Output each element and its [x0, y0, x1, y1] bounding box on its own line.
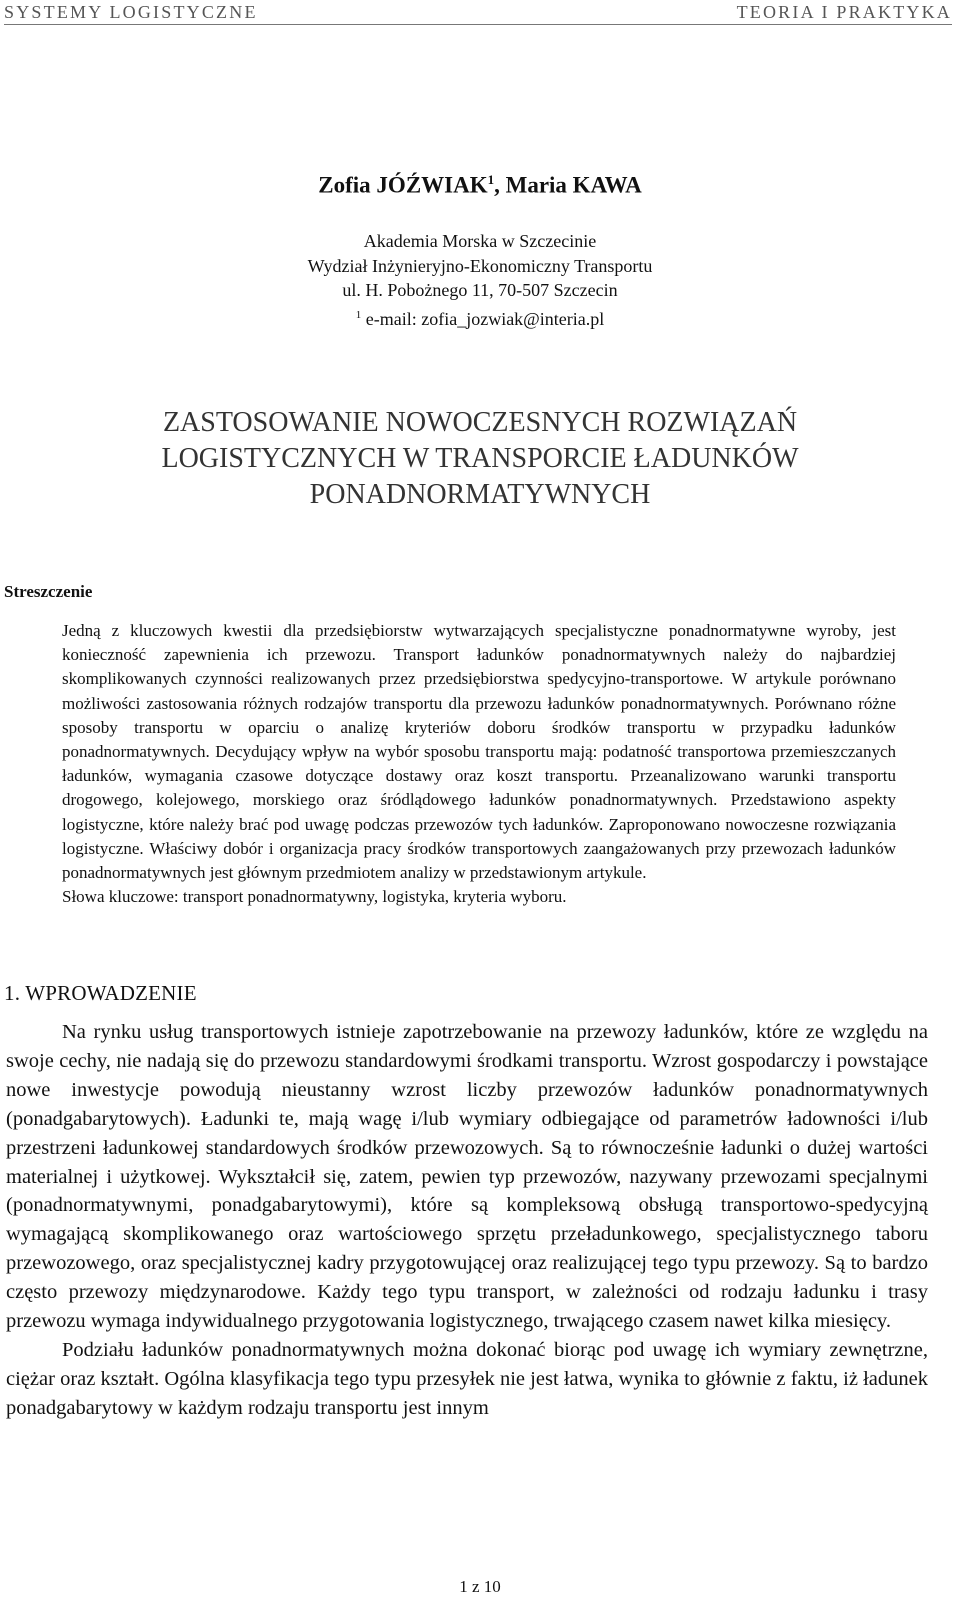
section-heading: 1. WPROWADZENIE [4, 981, 197, 1005]
title-line-1: ZASTOSOWANIE NOWOCZESNYCH ROZWIĄZAŃ [162, 407, 798, 438]
author-rest: , Maria KAWA [494, 172, 642, 198]
body-paragraph-1: Na rynku usług transportowych istnieje zapotrzebowanie na przewozy ładunków, które ze względu na swoje cechy, nie nadają się do przewozu standardowymi środkami transportu. Wzrost gospodarczy i powstające nowe inwestycje powodują nieustanny wzrost liczby przewozów ładunków ponadnormatywnych (ponadgabarytowych). Ładunki te, mają wagę i/lub wymiary odbiegające od parametrów ładowności i/lub przestrzeni ładunkowej standardowych środków przewozowych. Są to równocześnie ładunki o dużej wartości materialnej i użytkowej. Wykształcił się, zatem, pewien typ przewozów, nazywany przewozami specjalnymi (ponadnormatywnymi, ponadgabarytowymi), które są kompleksową obsługą transportowo-spedycyjną wymagającą skomplikowanego oraz wartościowego sprzętu przeładunkowego, specjalistycznego taboru przewozowego, oraz specjalistycznej kadry przygotowującej oraz realizującej tego typu przewozy. Są to bardzo często przewozy międzynarodowe. Każdy tego typu transport, w zależności od rodzaju ładunku i trasy przewozu wymaga indywidualnego przygotowania logistycznego, trwającego czasem nawet kilka miesięcy. [6, 1021, 928, 1333]
email-footnote-mark: 1 [355, 308, 362, 321]
title-line-3: PONADNORMATYWNYCH [309, 479, 651, 510]
section-body [6, 1018, 928, 1423]
author-list [0, 172, 960, 199]
abstract [62, 619, 896, 909]
journal-subtitle: TEORIA I PRAKTYKA [736, 2, 952, 22]
title-line-2: LOGISTYCZNYCH W TRANSPORCIE ŁADUNKÓW [161, 443, 799, 474]
page-number: 1 z 10 [459, 1577, 501, 1596]
affiliation-faculty: Wydział Inżynieryjno-Ekonomiczny Transportu [307, 255, 653, 276]
running-header [4, 2, 952, 25]
abstract-text: Jedną z kluczowych kwestii dla przedsiębiorstw wytwarzających specjalistyczne ponadnormatywne wyroby, jest konieczność zapewnienia ich przewozu. Transport ładunków ponadnormatywnych należy do najbardziej skomplikowanych czynności realizowanych przez przedsiębiorstwa spedycyjno-transportowe. W artykule porównano możliwości zastosowania różnych rodzajów transportu dla przewozu ładunków ponadnormatywnych. Porównano różne sposoby transportu w oparciu o analizę kryteriów doboru środków transportu w przypadku ładunków ponadnormatywnych. Decydujący wpływ na wybór sposobu transportu mają: podatność transportowa przemieszczanych ładunków, wymagania czasowe dotyczące dostawy oraz koszt transportu. Przeanalizowano warunki transportu drogowego, kolejowego, morskiego oraz śródlądowego ładunków ponadnormatywnych. Przedstawiono aspekty logistyczne, które należy brać pod uwagę podczas przewozów tych ładunków. Zaproponowano nowoczesne rozwiązania logistyczne. Właściwy dobór i organizacja pracy środków transportowych zaangażowanych przy przewozach ładunków ponadnormatywnych jest głównym przedmiotem analizy w przedstawionym artykule. [62, 621, 896, 883]
affiliation-email [0, 303, 960, 332]
author-first: Zofia JÓŹWIAK [318, 172, 488, 198]
body-paragraph-2: Podziału ładunków ponadnormatywnych można dokonać biorąc pod uwagę ich wymiary zewnętrzne, ciężar oraz kształt. Ogólna klasyfikacja tego typu przesyłek nie jest łatwa, wynika to głównie z faktu, iż ładunek ponadgabarytowy w każdym rodzaju transportu jest innym [6, 1338, 928, 1419]
email-text: e-mail: zofia_jozwiak@interia.pl [361, 308, 605, 329]
paper-title [40, 405, 920, 513]
abstract-heading: Streszczenie [4, 582, 93, 601]
affiliation [0, 229, 960, 331]
journal-name: SYSTEMY LOGISTYCZNE [4, 2, 258, 22]
keywords: Słowa kluczowe: transport ponadnormatywny, logistyka, kryteria wyboru. [62, 887, 567, 907]
author-footnote-mark: 1 [487, 172, 495, 187]
affiliation-institution: Akademia Morska w Szczecinie [363, 231, 597, 251]
affiliation-address: ul. H. Pobożnego 11, 70-507 Szczecin [342, 280, 618, 300]
